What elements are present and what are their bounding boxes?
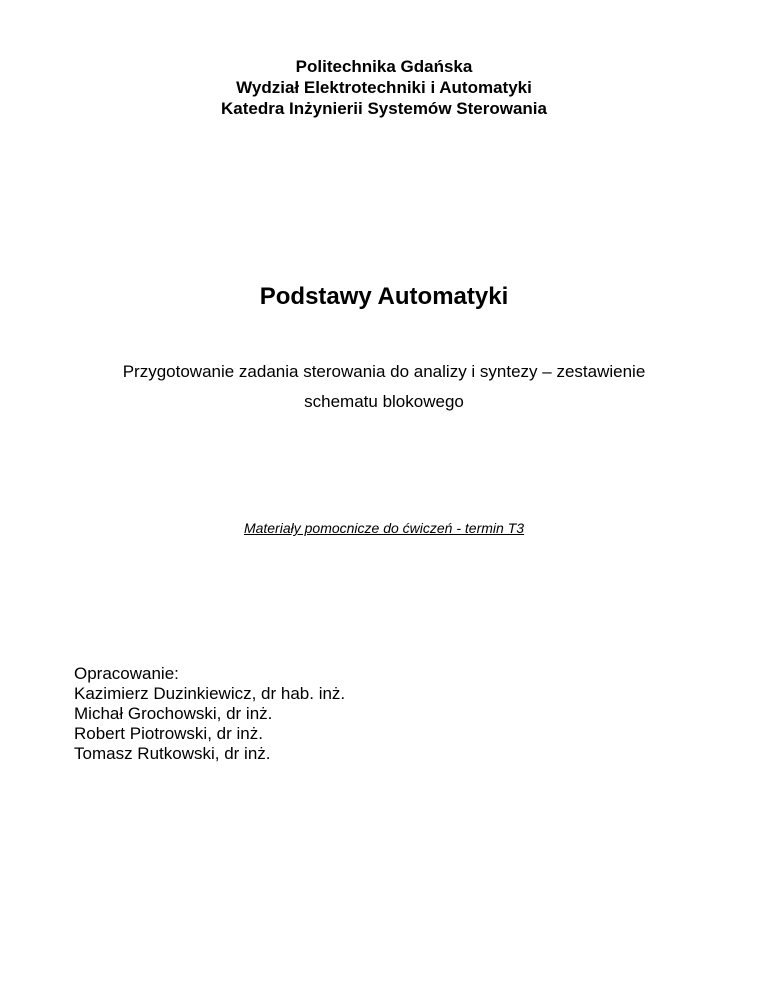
author-item: Kazimierz Duzinkiewicz, dr hab. inż.	[74, 684, 346, 703]
author-item: Michał Grochowski, dr inż.	[74, 704, 273, 723]
department-name: Katedra Inżynierii Systemów Sterowania	[221, 99, 547, 118]
subtitle-line-2: schematu blokowego	[304, 392, 464, 411]
subtitle-line-1: Przygotowanie zadania sterowania do analizy i syntezy – zestawienie	[122, 362, 646, 381]
university-name: Politechnika Gdańska	[295, 57, 473, 76]
document-title: Podstawy Automatyki	[259, 283, 509, 310]
document-header	[0, 56, 768, 119]
document-subtitle	[0, 357, 768, 417]
faculty-name: Wydział Elektrotechniki i Automatyki	[236, 78, 532, 97]
materials-note: Materiały pomocnicze do ćwiczeń - termin T3	[243, 520, 525, 536]
author-item: Robert Piotrowski, dr inż.	[74, 724, 263, 743]
authors-heading: Opracowanie:	[74, 664, 179, 683]
author-item: Tomasz Rutkowski, dr inż.	[74, 744, 271, 763]
authors-block	[74, 664, 345, 764]
